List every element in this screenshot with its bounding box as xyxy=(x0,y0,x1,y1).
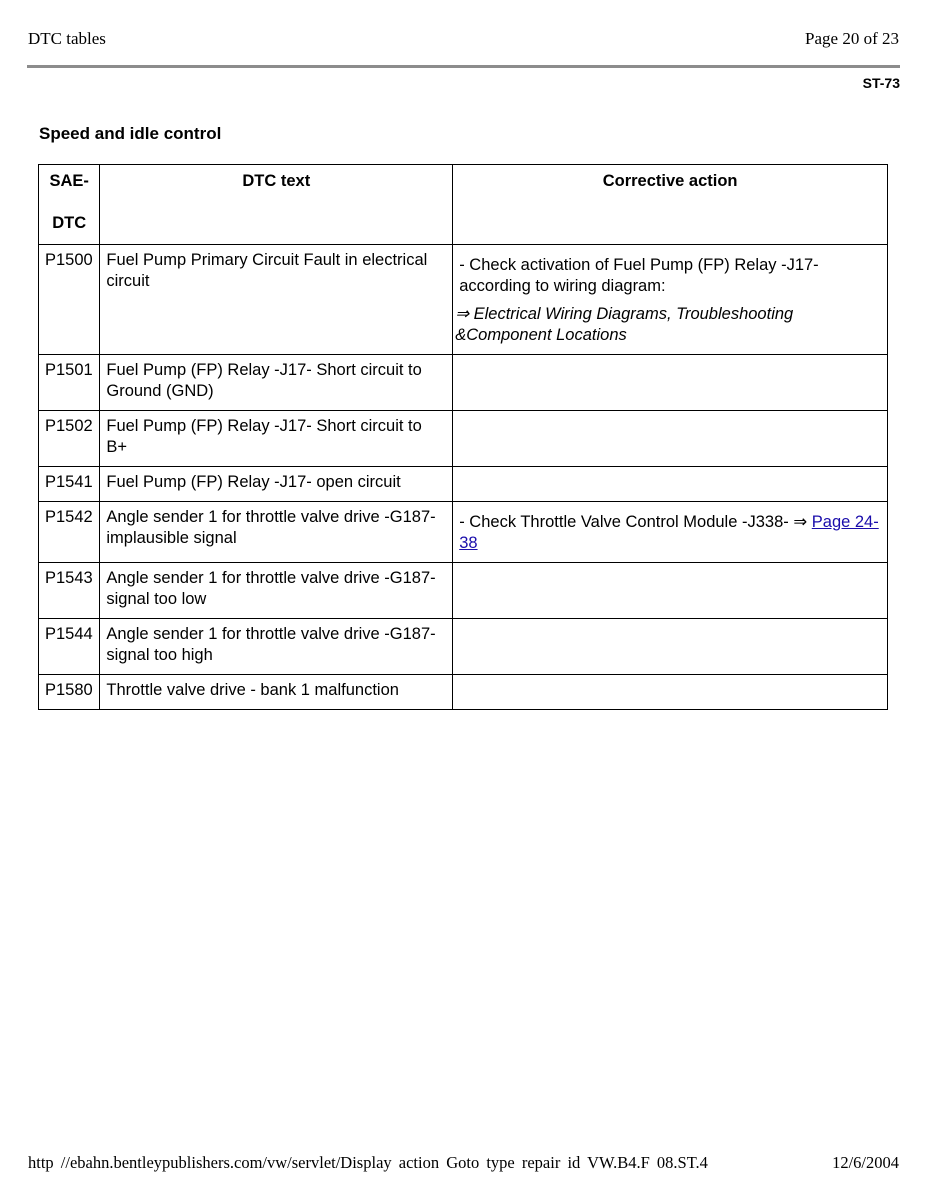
dtc-text: Fuel Pump (FP) Relay -J17- open circuit xyxy=(100,467,453,502)
corrective-action xyxy=(453,675,888,710)
page-reference-link[interactable]: Page 24-38 xyxy=(459,513,879,552)
dtc-code: P1500 xyxy=(39,245,100,355)
corrective-action xyxy=(453,245,888,355)
column-header-sae-dtc xyxy=(39,165,100,245)
dtc-text: Angle sender 1 for throttle valve drive -G187- implausible signal xyxy=(100,502,453,563)
table-row xyxy=(39,563,888,619)
dtc-code: P1502 xyxy=(39,411,100,467)
table-row xyxy=(39,355,888,411)
table-row xyxy=(39,619,888,675)
corrective-action xyxy=(453,563,888,619)
table-row xyxy=(39,502,888,563)
corrective-action xyxy=(453,502,888,563)
dtc-text: Throttle valve drive - bank 1 malfunction xyxy=(100,675,453,710)
header-divider xyxy=(27,65,900,68)
column-header-sae-dtc-line1: SAE- xyxy=(49,172,89,190)
dtc-text: Fuel Pump (FP) Relay -J17- Short circuit to Ground (GND) xyxy=(100,355,453,411)
corrective-action-text: - Check Throttle Valve Control Module -J338- ⇒ xyxy=(459,513,808,531)
dtc-code: P1580 xyxy=(39,675,100,710)
dtc-code: P1544 xyxy=(39,619,100,675)
footer-source-url: http //ebahn.bentleypublishers.com/vw/servlet/Display action Goto type repair id VW.B4.F 08.ST.4 xyxy=(28,1153,708,1172)
column-header-corrective-action: Corrective action xyxy=(453,165,888,245)
dtc-text: Angle sender 1 for throttle valve drive -G187- signal too low xyxy=(100,563,453,619)
table-row xyxy=(39,245,888,355)
section-code: ST-73 xyxy=(862,75,900,91)
dtc-table xyxy=(38,164,888,710)
column-header-dtc-text: DTC text xyxy=(100,165,453,245)
dtc-text: Fuel Pump (FP) Relay -J17- Short circuit to B+ xyxy=(100,411,453,467)
column-header-sae-dtc-line2: DTC xyxy=(52,214,87,232)
dtc-code: P1542 xyxy=(39,502,100,563)
table-row xyxy=(39,467,888,502)
corrective-action xyxy=(453,619,888,675)
corrective-action xyxy=(453,411,888,467)
header-document-title: DTC tables xyxy=(28,29,106,48)
dtc-code: P1541 xyxy=(39,467,100,502)
dtc-code: P1543 xyxy=(39,563,100,619)
corrective-action-text: - Check activation of Fuel Pump (FP) Relay -J17- according to wiring diagram: xyxy=(459,256,819,295)
wiring-diagram-reference: ⇒ Electrical Wiring Diagrams, Troubleshooting &Component Locations xyxy=(455,305,794,344)
corrective-action xyxy=(453,355,888,411)
table-row xyxy=(39,675,888,710)
header-page-number: Page 20 of 23 xyxy=(805,29,899,48)
table-row xyxy=(39,411,888,467)
dtc-text: Fuel Pump Primary Circuit Fault in electrical circuit xyxy=(100,245,453,355)
corrective-action xyxy=(453,467,888,502)
footer-print-date: 12/6/2004 xyxy=(832,1153,899,1172)
section-title: Speed and idle control xyxy=(39,124,222,143)
dtc-code: P1501 xyxy=(39,355,100,411)
dtc-text: Angle sender 1 for throttle valve drive -G187- signal too high xyxy=(100,619,453,675)
table-header-row xyxy=(39,165,888,245)
